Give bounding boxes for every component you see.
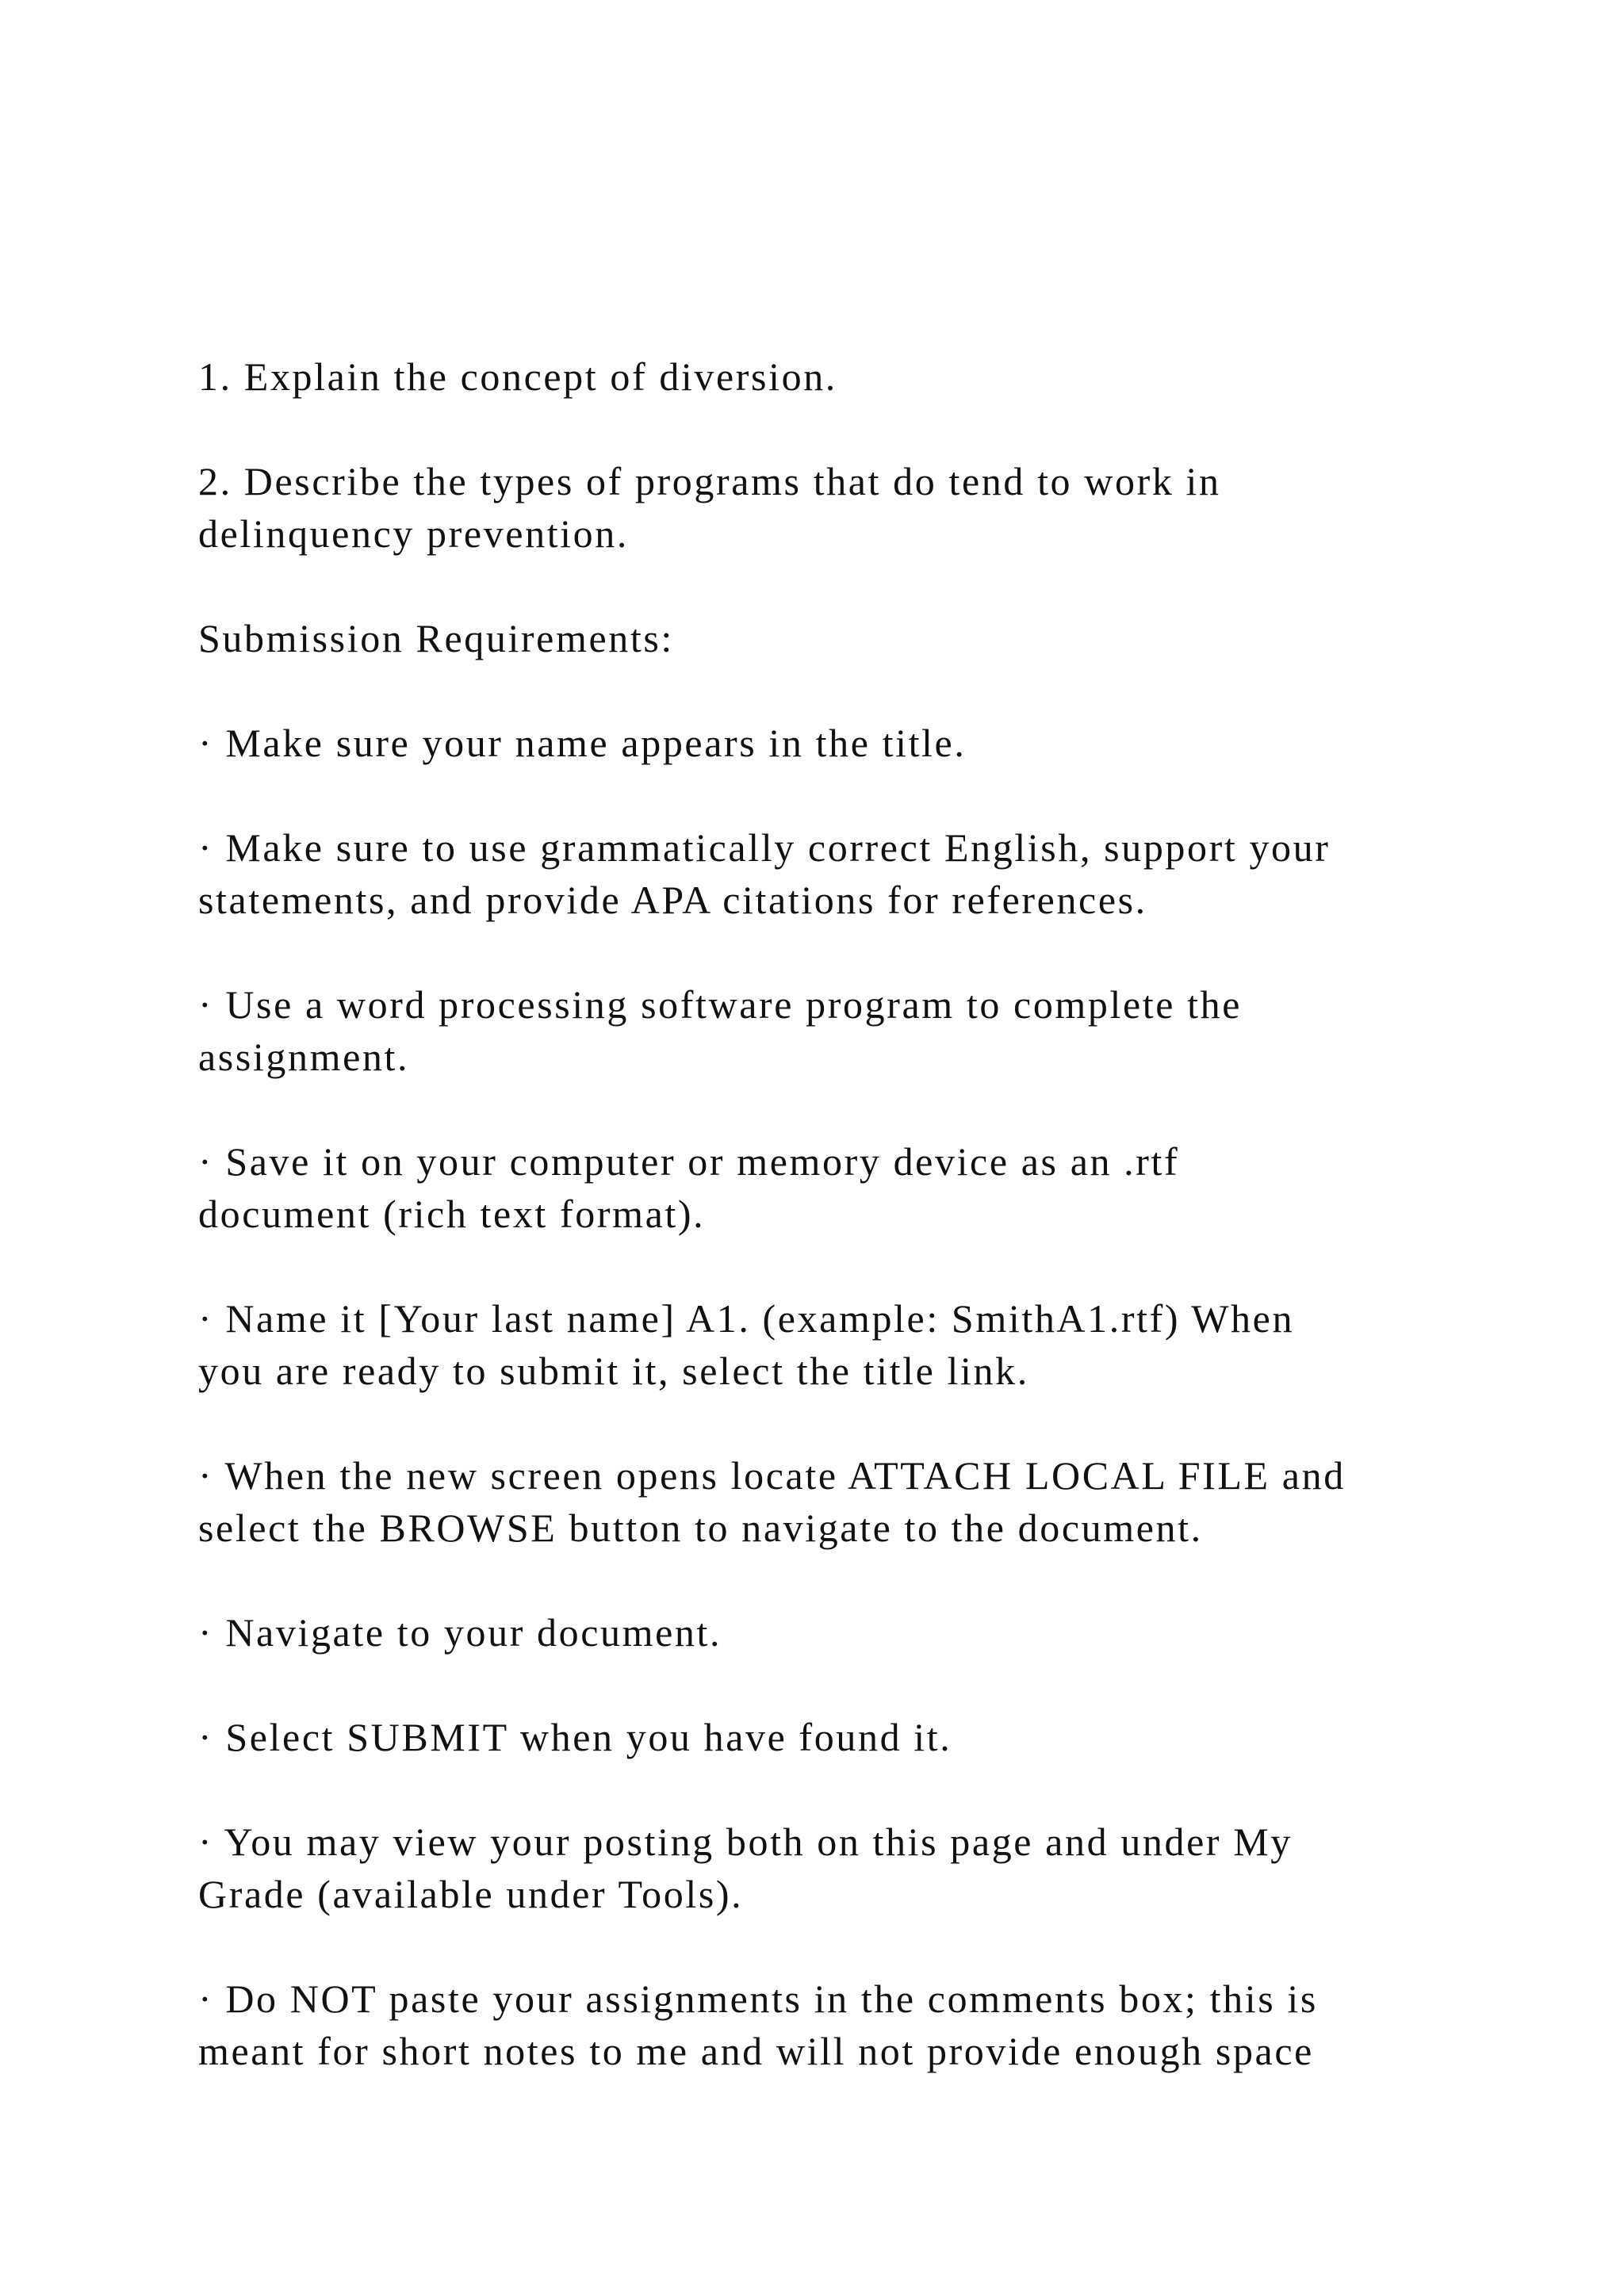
text-line: · Save it on your computer or memory device as an .rtf bbox=[198, 1139, 1180, 1184]
text-line: Submission Requirements: bbox=[198, 616, 674, 660]
requirement-view-posting bbox=[198, 1816, 1451, 1920]
requirement-grammar bbox=[198, 821, 1451, 926]
text-line: · Name it [Your last name] A1. (example: SmithA1.rtf) When bbox=[198, 1296, 1295, 1341]
text-line: Grade (available under Tools). bbox=[198, 1872, 744, 1916]
text-line: meant for short notes to me and will not provide enough space bbox=[198, 2029, 1314, 2073]
requirement-attach-file bbox=[198, 1449, 1451, 1554]
text-line: statements, and provide APA citations for references. bbox=[198, 878, 1147, 922]
text-line: assignment. bbox=[198, 1035, 410, 1079]
requirement-save-rtf bbox=[198, 1135, 1451, 1240]
requirement-navigate bbox=[198, 1606, 1451, 1659]
requirement-file-name bbox=[198, 1292, 1451, 1397]
question-2 bbox=[198, 455, 1451, 560]
submission-requirements-heading bbox=[198, 612, 1451, 664]
text-line: delinquency prevention. bbox=[198, 511, 629, 556]
text-line: · Use a word processing software program to complete the bbox=[198, 982, 1243, 1027]
text-line: · Make sure your name appears in the title. bbox=[198, 721, 967, 765]
requirement-comments-box bbox=[198, 1973, 1451, 2077]
document-body bbox=[198, 350, 1451, 2077]
text-line: · Make sure to use grammatically correct English, support your bbox=[198, 825, 1331, 870]
text-line: · Select SUBMIT when you have found it. bbox=[198, 1715, 952, 1759]
text-line: 2. Describe the types of programs that do tend to work in bbox=[198, 459, 1221, 503]
requirement-name-in-title bbox=[198, 717, 1451, 769]
text-line: · When the new screen opens locate ATTACH LOCAL FILE and bbox=[198, 1453, 1346, 1498]
requirement-word-processor bbox=[198, 978, 1451, 1083]
text-line: you are ready to submit it, select the title link. bbox=[198, 1349, 1029, 1393]
requirement-submit bbox=[198, 1711, 1451, 1763]
text-line: 1. Explain the concept of diversion. bbox=[198, 354, 837, 399]
question-1 bbox=[198, 350, 1451, 403]
text-line: · You may view your posting both on this page and under My bbox=[198, 1820, 1293, 1864]
text-line: · Do NOT paste your assignments in the comments box; this is bbox=[198, 1976, 1318, 2021]
text-line: · Navigate to your document. bbox=[198, 1610, 722, 1655]
text-line: document (rich text format). bbox=[198, 1192, 706, 1236]
text-line: select the BROWSE button to navigate to the document. bbox=[198, 1506, 1203, 1550]
